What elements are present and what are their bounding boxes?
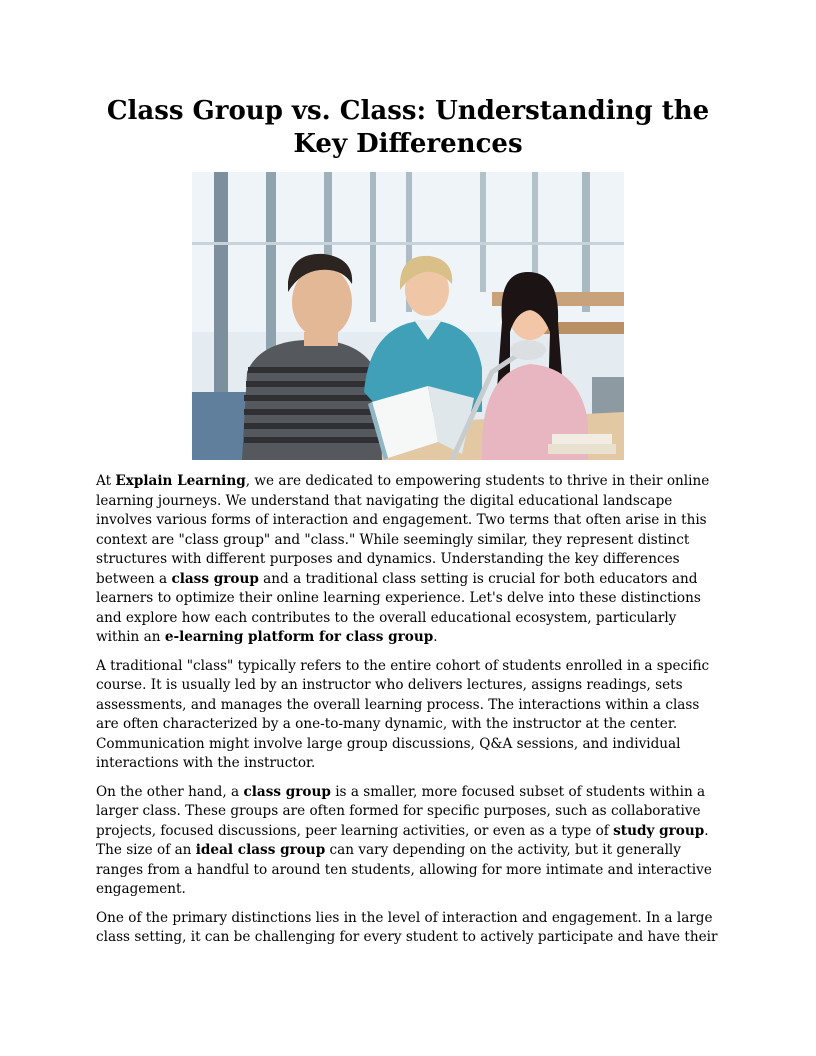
paragraph-interaction: One of the primary distinctions lies in the level of interaction and engagement. In a large class setting, it can be challenging for every student to actively participate and have their [96, 909, 718, 945]
paragraph-intro: At Explain Learning, we are dedicated to empowering students to thrive in their online learning journeys. We understand that navigating the digital educational landscape involves various forms of interaction and engagement. Two terms that often arise in this context are "class group" and "class." While seemingly similar, they represent distinct structures with different purposes and dynamics. Understanding the key differences between a class group and a traditional class setting is crucial for both educators and learners to optimize their online learning experience. Let's delve into these distinctions and explore how each contributes to the overall educational ecosystem, particularly within an e-learning platform for class group. [96, 473, 710, 645]
keyword-class-group: class group [243, 783, 331, 800]
paragraph-traditional-class: A traditional "class" typically refers to the entire cohort of students enrolled in a specific course. It is usually led by an instructor who delivers lectures, assigns readings, sets assessments, and manages the overall learning process. The interactions within a class are often characterized by a one-to-many dynamic, with the instructor at the center. Communication might involve large group discussions, Q&A sessions, and individual interactions with the instructor. [96, 657, 710, 771]
students-studying-photo [192, 172, 624, 460]
article-body [96, 472, 722, 957]
keyword-class-group: class group [171, 570, 259, 587]
page-title: Class Group vs. Class: Understanding the Key Differences [106, 96, 710, 159]
keyword-study-group: study group [613, 822, 705, 839]
paragraph-class-group: On the other hand, a class group is a smaller, more focused subset of students within a larger class. These groups are often formed for specific purposes, such as collaborative projects, focused discussions, peer learning activities, or even as a type of study group. The size of an ideal class group can vary depending on the activity, but it generally ranges from a handful to around ten students, allowing for more intimate and interactive engagement. [96, 783, 712, 897]
keyword-elearning-platform: e-learning platform for class group [164, 629, 434, 645]
students-photo-illustration [192, 172, 624, 460]
brand-name: Explain Learning [115, 473, 246, 489]
keyword-ideal-class-group: ideal class group [195, 842, 326, 858]
